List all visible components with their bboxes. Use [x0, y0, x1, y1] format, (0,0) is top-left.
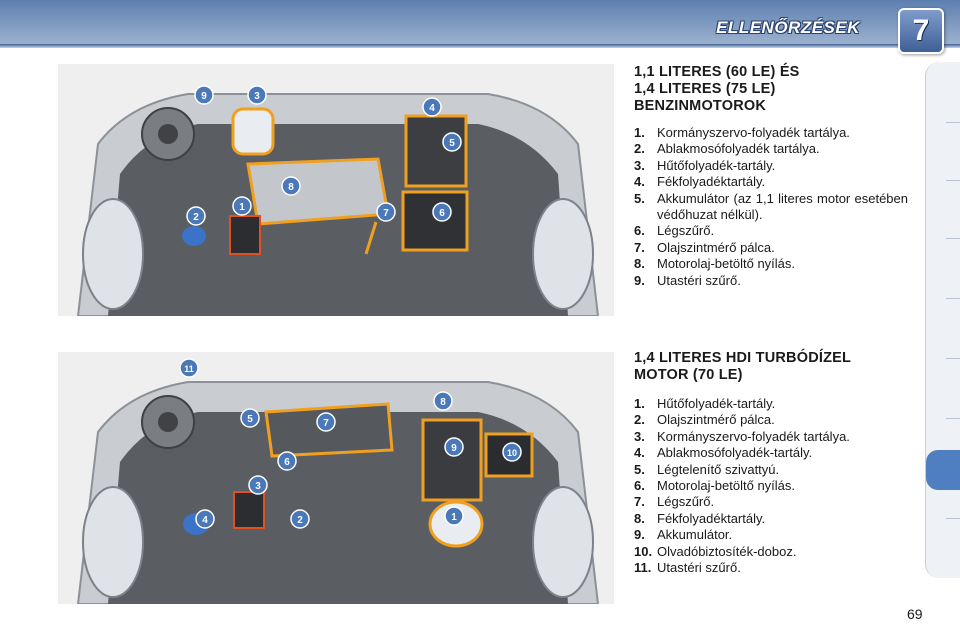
item-text: Fékfolyadéktartály. — [657, 510, 766, 526]
chapter-side-tabs[interactable] — [925, 62, 960, 578]
side-tab-divider — [946, 180, 960, 181]
item-number: 5. — [634, 461, 645, 477]
callout-label: 4 — [429, 103, 435, 114]
callout-marker — [233, 197, 251, 215]
item-number: 1. — [634, 396, 645, 411]
callout-marker — [187, 207, 205, 225]
item-number: 3. — [634, 428, 645, 444]
callout-marker — [445, 438, 463, 456]
item-text: Ablakmosófolyadék-tartály. — [657, 445, 813, 461]
item-text: Olajszintmérő pálca. — [657, 239, 775, 255]
callout-label: 8 — [440, 397, 446, 408]
callout-label: 3 — [255, 481, 261, 492]
item-text: Kormányszervo-folyadék tartálya. — [657, 125, 850, 140]
callout-label: 1 — [451, 512, 457, 523]
callout-marker — [433, 203, 451, 221]
callout-label: 1 — [239, 202, 245, 213]
item-text: Fékfolyadéktartály. — [657, 174, 766, 190]
item-text: Akkumulátor. — [657, 527, 733, 543]
item-number: 2. — [634, 141, 645, 157]
side-tab-divider — [946, 238, 960, 239]
list-item — [634, 273, 908, 289]
item-number: 1. — [634, 125, 645, 140]
list-item — [634, 527, 908, 543]
section-title — [634, 64, 908, 115]
callout-label: 4 — [202, 515, 208, 526]
callout-marker — [443, 133, 461, 151]
callout-marker — [434, 392, 452, 410]
list-item — [634, 125, 908, 141]
list-item — [634, 240, 908, 256]
callout-label: 7 — [323, 418, 329, 429]
callout-label: 6 — [284, 457, 290, 468]
callout-label: 11 — [184, 364, 194, 374]
engine-bay-illustration-petrol — [58, 64, 614, 316]
item-text: Utastéri szűrő. — [657, 272, 741, 288]
section-petrol-engines — [634, 64, 908, 289]
engine-bay-drawing-petrol — [58, 64, 614, 316]
item-number: 7. — [634, 494, 645, 510]
callout-marker — [377, 203, 395, 221]
item-number: 9. — [634, 272, 645, 288]
item-number: 4. — [634, 174, 645, 190]
item-number: 6. — [634, 223, 645, 239]
list-item — [634, 158, 908, 174]
item-text: Légtelenítő szivattyú. — [657, 461, 780, 477]
side-tab-active-chapter-7[interactable] — [926, 450, 960, 490]
callout-marker — [282, 177, 300, 195]
section-title-line: BENZINMOTOROK — [634, 98, 767, 114]
list-item — [634, 445, 908, 461]
callout-label: 5 — [449, 138, 455, 149]
item-number: 4. — [634, 445, 645, 461]
callout-label: 7 — [383, 208, 389, 219]
list-item — [634, 494, 908, 510]
section-title-line: 1,4 LITERES (75 LE) — [634, 81, 776, 97]
list-item — [634, 174, 908, 190]
callout-label: 2 — [297, 515, 303, 526]
list-item — [634, 256, 908, 272]
list-item — [634, 429, 908, 445]
callout-label: 6 — [439, 208, 445, 219]
engine-bay-drawing-diesel — [58, 352, 614, 604]
list-item — [634, 560, 908, 576]
item-text: Akkumulátor (az 1,1 literes motor esetében védőhuzat nélkül). — [657, 190, 908, 223]
item-text: Kormányszervo-folyadék tartálya. — [657, 428, 850, 444]
list-item — [634, 544, 908, 560]
chapter-title: ELLENŐRZÉSEK — [716, 18, 860, 37]
section-title — [634, 350, 908, 384]
item-number: 11. — [634, 560, 652, 576]
chapter-number-badge: 7 — [898, 8, 944, 54]
callout-marker — [249, 476, 267, 494]
callout-marker — [317, 413, 335, 431]
list-item — [634, 511, 908, 527]
side-tab-divider — [946, 518, 960, 519]
item-text: Légszűrő. — [657, 494, 715, 510]
section-title-line: 1,1 LITERES (60 LE) ÉS — [634, 64, 800, 80]
list-item — [634, 191, 908, 224]
callout-label: 3 — [254, 91, 260, 102]
callout-marker — [196, 510, 214, 528]
item-number: 3. — [634, 157, 645, 173]
section-title-line: MOTOR (70 LE) — [634, 367, 743, 383]
callout-marker — [241, 409, 259, 427]
item-text: Motorolaj-betöltő nyílás. — [657, 256, 796, 272]
callout-label: 5 — [247, 414, 253, 425]
callout-marker — [423, 98, 441, 116]
page-number: 69 — [907, 606, 923, 622]
side-tab-divider — [946, 358, 960, 359]
item-text: Hűtőfolyadék-tartály. — [657, 157, 776, 173]
header-divider — [0, 44, 960, 48]
item-number: 10. — [634, 543, 653, 559]
side-tab-divider — [946, 418, 960, 419]
section-title-line: 1,4 LITERES HDI TURBÓDÍZEL — [634, 350, 852, 366]
callout-marker — [291, 510, 309, 528]
item-text: Hűtőfolyadék-tartály. — [657, 396, 776, 411]
callout-marker — [503, 443, 521, 461]
engine-bay-illustration-diesel — [58, 352, 614, 604]
item-text: Motorolaj-betöltő nyílás. — [657, 478, 796, 494]
item-text: Ablakmosófolyadék tartálya. — [657, 141, 820, 157]
callout-label: 9 — [451, 443, 457, 454]
item-text: Légszűrő. — [657, 223, 715, 239]
item-text: Utastéri szűrő. — [657, 560, 741, 576]
item-number: 9. — [634, 527, 645, 543]
callout-marker — [445, 507, 463, 525]
callout-label: 8 — [288, 182, 294, 193]
section-hdi-diesel-engine — [634, 350, 908, 576]
list-item — [634, 462, 908, 478]
callout-marker — [278, 452, 296, 470]
callout-label: 10 — [506, 448, 518, 458]
item-number: 6. — [634, 478, 645, 494]
list-item — [634, 141, 908, 157]
component-list — [634, 125, 908, 289]
item-text: Olvadóbiztosíték-doboz. — [657, 543, 797, 559]
callout-marker — [248, 86, 266, 104]
item-number: 8. — [634, 510, 645, 526]
side-tab-divider — [946, 298, 960, 299]
list-item — [634, 223, 908, 239]
side-tab-divider — [946, 122, 960, 123]
component-list — [634, 396, 908, 576]
item-number: 2. — [634, 412, 645, 428]
callout-label: 9 — [201, 91, 207, 102]
callout-label: 2 — [193, 212, 199, 223]
list-item — [634, 412, 908, 428]
item-number: 5. — [634, 190, 645, 206]
callout-marker — [180, 359, 198, 377]
list-item — [634, 396, 908, 412]
item-number: 7. — [634, 239, 645, 255]
item-number: 8. — [634, 256, 645, 272]
list-item — [634, 478, 908, 494]
item-text: Olajszintmérő pálca. — [657, 412, 775, 428]
callout-marker — [195, 86, 213, 104]
